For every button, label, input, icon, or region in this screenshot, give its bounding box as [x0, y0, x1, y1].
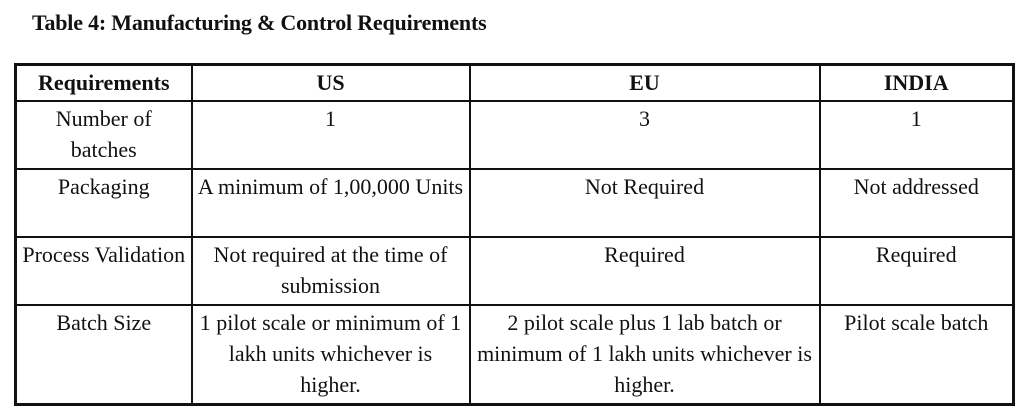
- cell-eu: Not Required: [470, 169, 820, 237]
- cell-india: 1: [820, 101, 1014, 169]
- cell-us: A minimum of 1,00,000 Units: [192, 169, 470, 237]
- cell-india: Pilot scale batch: [820, 305, 1014, 405]
- cell-india: Required: [820, 237, 1014, 305]
- cell-us: 1: [192, 101, 470, 169]
- table-row: [16, 169, 1014, 237]
- table-row: [16, 101, 1014, 169]
- table-row: [16, 237, 1014, 305]
- requirements-table: [14, 63, 1015, 406]
- row-label-batch-size: Batch Size: [16, 305, 192, 405]
- header-us: US: [192, 65, 470, 101]
- header-eu: EU: [470, 65, 820, 101]
- header-india: INDIA: [820, 65, 1014, 101]
- row-label-number-of-batches: Number of batches: [16, 101, 192, 169]
- table-header-row: [16, 65, 1014, 101]
- row-label-packaging: Packaging: [16, 169, 192, 237]
- table-row: [16, 305, 1014, 405]
- cell-us: Not required at the time of submission: [192, 237, 470, 305]
- cell-eu: 3: [470, 101, 820, 169]
- row-label-process-validation: Process Validation: [16, 237, 192, 305]
- header-requirements: Requirements: [16, 65, 192, 101]
- cell-eu: Required: [470, 237, 820, 305]
- table-caption: Table 4: Manufacturing & Control Requirements: [32, 10, 487, 35]
- cell-eu: 2 pilot scale plus 1 lab batch or minimum of 1 lakh units whichever is higher.: [470, 305, 820, 405]
- cell-us: 1 pilot scale or minimum of 1 lakh units whichever is higher.: [192, 305, 470, 405]
- cell-india: Not addressed: [820, 169, 1014, 237]
